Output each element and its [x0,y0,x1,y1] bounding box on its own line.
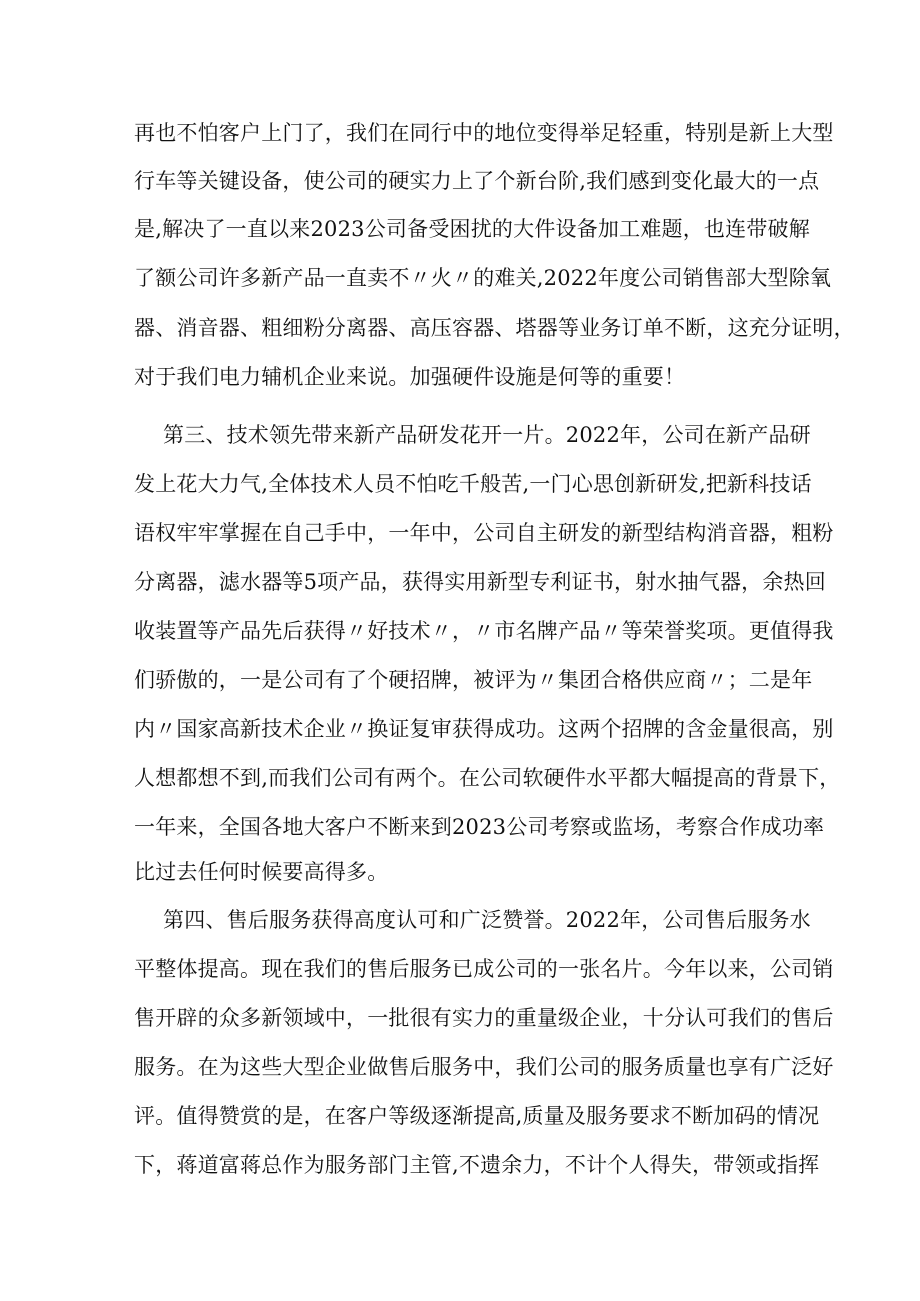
text-line: 们骄傲的，一是公司有了个硬招牌，被评为〃集团合格供应商〃；二是年 [134,668,813,692]
text-line: 对于我们电力辅机企业来说。加强硬件设施是何等的重要！ [134,365,686,389]
text-line: 发上花大力气,全体技术人员不怕吃千般苦,一门心思创新研发,把新科技话 [134,472,812,496]
text-line: 再也不怕客户上门了，我们在同行中的地位变得举足轻重，特别是新上大型 [134,121,834,145]
text-line: 行车等关键设备，使公司的硬实力上了个新台阶,我们感到变化最大的一点 [134,169,820,193]
text-line: 评。值得赞赏的是，在客户等级逐渐提高,质量及服务要求不断加码的情况 [134,1104,820,1128]
text-line: 一年来，全国各地大客户不断来到2023公司考察或监场，考察合作成功率 [134,815,825,839]
text-line: 了额公司许多新产品一直卖不〃火〃的难关,2022年度公司销售部大型除氧 [134,266,832,290]
text-line: 第四、售后服务获得高度认可和广泛赞誉。2022年，公司售后服务水 [163,908,811,932]
text-line: 比过去任何时候要高得多。 [134,860,389,884]
text-line: 器、消音器、粗细粉分离器、高压容器、塔器等业务订单不断，这充分证明， [134,316,855,340]
text-line: 下，蒋道富蒋总作为服务部门主管,不遗余力，不计个人得失，带领或指挥 [134,1153,820,1177]
text-line: 语权牢牢掌握在自己手中，一年中，公司自主研发的新型结构消音器，粗粉 [134,521,834,545]
text-line: 售开辟的众多新领域中，一批很有实力的重量级企业，十分认可我们的售后 [134,1006,834,1030]
text-line: 收装置等产品先后获得〃好技术〃，〃市名牌产品〃等荣誉奖项。更值得我 [134,619,834,643]
text-line: 第三、技术领先带来新产品研发花开一片。2022年，公司在新产品研 [163,423,811,447]
text-line: 人想都想不到,而我们公司有两个。在公司软硬件水平都大幅提高的背景下， [134,766,841,790]
text-line: 是,解决了一直以来2023公司备受困扰的大件设备加工难题，也连带破解 [134,217,810,241]
text-line: 分离器，滤水器等5项产品，获得实用新型专利证书，射水抽气器，余热回 [134,570,826,594]
text-line: 服务。在为这些大型企业做售后服务中，我们公司的服务质量也享有广泛好 [134,1055,834,1079]
text-line: 内〃国家高新技术企业〃换证复审获得成功。这两个招牌的含金量很高，别 [134,717,834,741]
text-line: 平整体提高。现在我们的售后服务已成公司的一张名片。今年以来，公司销 [134,957,834,981]
